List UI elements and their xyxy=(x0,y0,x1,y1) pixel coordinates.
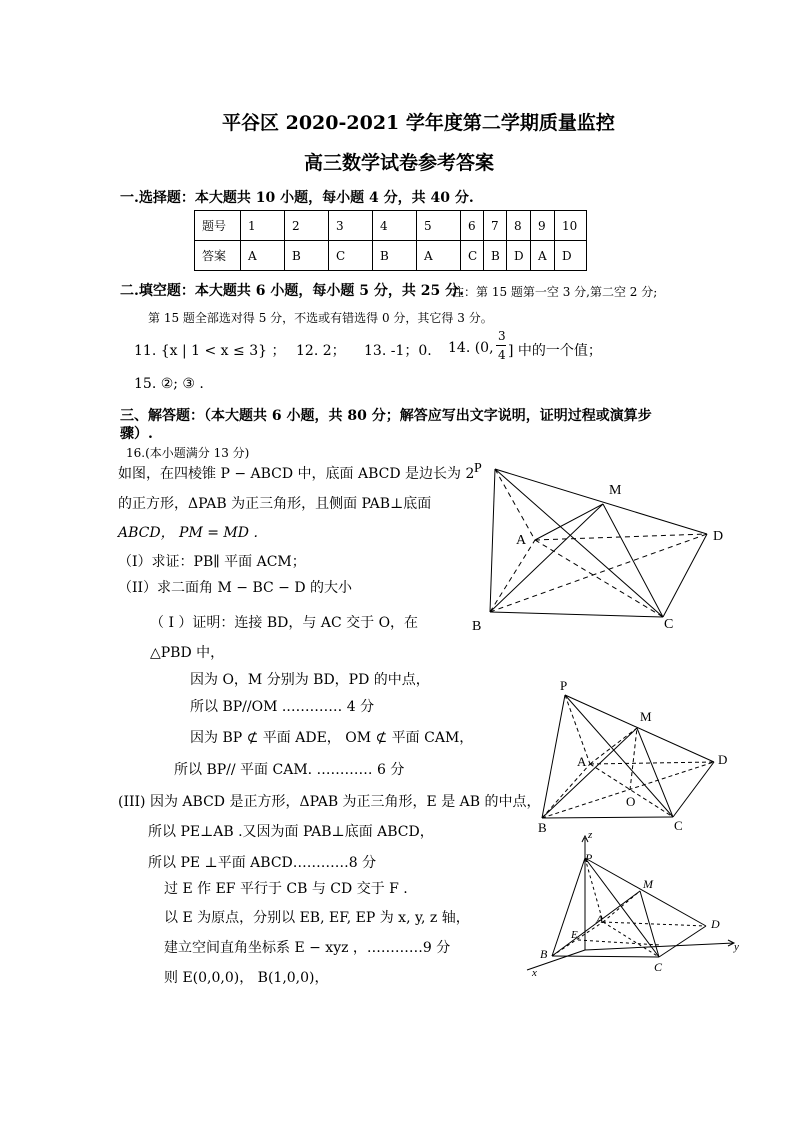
solution-line: 则 E(0,0,0)， B(1,0,0)， xyxy=(164,970,329,986)
answer-14-prefix: 14. (0, xyxy=(448,340,494,356)
section1-heading: 一.选择题：本大题共 10 小题，每小题 4 分，共 40 分. xyxy=(120,190,474,206)
q16-text: 如图，在四棱锥 P − ABCD 中，底面 ABCD 是边长为 2 xyxy=(118,466,475,482)
q16-part2: （II）求二面角 M − BC − D 的大小 xyxy=(118,580,353,596)
table-cell: 3 xyxy=(329,211,373,241)
vertex-label: M xyxy=(640,709,652,724)
vertex-label: M xyxy=(609,483,622,498)
solution-line: 所以 PE ⊥平面 ABCD…………8 分 xyxy=(148,855,377,871)
vertex-label: D xyxy=(713,529,724,544)
table-cell: B xyxy=(373,241,417,271)
table-cell: 1 xyxy=(241,211,285,241)
table-cell: 5 xyxy=(417,211,461,241)
solution-line: 以 E 为原点，分别以 EB, EF, EP 为 x, y, z 轴， xyxy=(164,910,470,926)
table-cell: 10 xyxy=(555,211,587,241)
proof-line: 因为 O，M 分别为 BD，PD 的中点， xyxy=(190,672,430,688)
table-cell: C xyxy=(461,241,484,271)
vertex-label: D xyxy=(711,917,720,931)
table-cell: A xyxy=(531,241,555,271)
q16-text: 的正方形，ΔPAB 为正三角形，且侧面 PAB⊥底面 xyxy=(118,496,432,512)
table-cell: B xyxy=(484,241,507,271)
vertex-label: O xyxy=(626,794,636,809)
vertex-label: E xyxy=(571,929,578,941)
vertex-label: C xyxy=(674,818,683,833)
vertex-label: P xyxy=(474,461,482,476)
table-cell: D xyxy=(555,241,587,271)
table-cell: 7 xyxy=(484,211,507,241)
table-cell: 8 xyxy=(507,211,531,241)
solution-line: (III) 因为 ABCD 是正方形，ΔPAB 为正三角形，E 是 AB 的中点， xyxy=(118,794,541,810)
vertex-label: A xyxy=(596,912,604,926)
section3-heading: 三、解答题：（本大题共 6 小题，共 80 分；解答应写出文字说明，证明过程或演算步 xyxy=(120,408,652,424)
axis-label: x xyxy=(532,967,537,979)
solution-line: 建立空间直角坐标系 E − xyz ，…………9 分 xyxy=(164,940,451,956)
answer-11: 11. {x | 1 < x ≤ 3} ； xyxy=(134,343,286,359)
table-cell: A xyxy=(417,241,461,271)
section2-heading: 二.填空题：本大题共 6 小题，每小题 5 分，共 25 分. xyxy=(120,283,464,299)
section3-heading: 骤）. xyxy=(120,426,153,442)
axis-label: y xyxy=(734,941,739,953)
vertex-label: P xyxy=(585,851,593,865)
vertex-label: D xyxy=(718,752,728,767)
y-axis xyxy=(585,943,734,950)
table-cell: B xyxy=(285,241,329,271)
table-cell: 4 xyxy=(373,211,417,241)
page-subtitle: 高三数学试卷参考答案 xyxy=(304,152,495,174)
q16-header: 16.(本小题满分 13 分) xyxy=(126,446,250,460)
section2-note: 第 15 题全部选对得 5 分，不选或有错选得 0 分，其它得 3 分。 xyxy=(148,311,493,325)
vertex-label: M xyxy=(643,877,653,891)
vertex-label: C xyxy=(654,960,663,974)
table-row-label: 题号 xyxy=(195,211,241,241)
answer-14-suffix: ] 中的一个值； xyxy=(508,343,602,359)
proof-line: 所以 BP// 平面 CAM. ………… 6 分 xyxy=(174,762,405,778)
table-cell: 9 xyxy=(531,211,555,241)
page-title: 平谷区 2020-2021 学年度第二学期质量监控 xyxy=(222,112,615,134)
answer-12: 12. 2； xyxy=(296,343,346,359)
solution-line: 所以 PE⊥AB .又因为面 PAB⊥底面 ABCD， xyxy=(148,824,434,840)
proof-line: 因为 BP ⊄ 平面 ADE， OM ⊄ 平面 CAM， xyxy=(190,730,474,746)
vertex-label: P xyxy=(560,678,568,693)
vertex-label: A xyxy=(516,533,527,548)
answer-15: 15. ②; ③ . xyxy=(134,376,204,392)
q16-part1: （I）求证：PB∥ 平面 ACM； xyxy=(118,554,306,570)
table-cell: A xyxy=(241,241,285,271)
answer-14-numerator: 3 xyxy=(498,329,506,343)
table-cell: D xyxy=(507,241,531,271)
proof-line: （ I ）证明：连接 BD，与 AC 交于 O，在 xyxy=(150,615,419,631)
q16-text: ABCD， PM = MD . xyxy=(118,525,258,541)
section2-note: 注：第 15 题第一空 3 分,第二空 2 分; xyxy=(452,285,658,299)
proof-line: 所以 BP//OM .………… 4 分 xyxy=(190,699,375,715)
vertex-label: B xyxy=(472,619,482,634)
vertex-label: A xyxy=(577,754,587,769)
answer-14-denominator: 4 xyxy=(498,348,506,362)
vertex-label: B xyxy=(538,820,547,835)
vertex-label: B xyxy=(540,947,548,961)
table-cell: 6 xyxy=(461,211,484,241)
table-cell: C xyxy=(329,241,373,271)
table-cell: 2 xyxy=(285,211,329,241)
solution-line: 过 E 作 EF 平行于 CB 与 CD 交于 F . xyxy=(164,881,408,897)
proof-line: △PBD 中， xyxy=(150,645,225,661)
vertex-label: C xyxy=(664,617,674,632)
table-row-label: 答案 xyxy=(195,241,241,271)
answer-13: 13. -1；0. xyxy=(364,343,432,359)
axis-label: z xyxy=(588,829,593,841)
